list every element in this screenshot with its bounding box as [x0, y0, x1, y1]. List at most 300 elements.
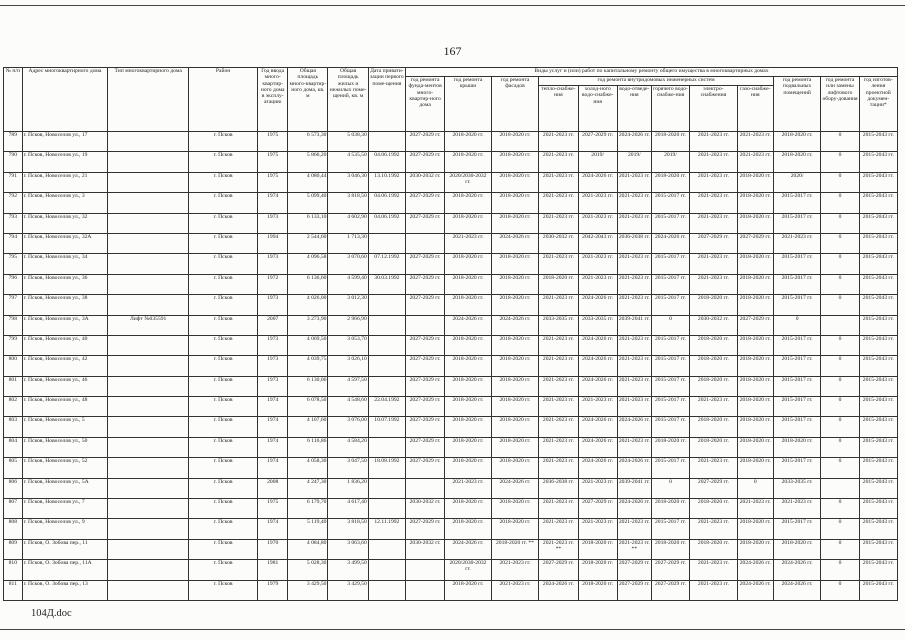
cell-address: г. Псков, Новоселов ул., 48 — [22, 397, 108, 417]
header-priv-date: Дата привати-зации первого поме-щения — [368, 68, 405, 132]
cell-foundation: 2027-2029 гг. — [405, 519, 444, 539]
cell-year: 1973 — [258, 335, 288, 355]
cell-hot-water: 2015-2017 гг. — [651, 458, 689, 478]
cell-lift: 0 — [821, 519, 859, 539]
cell-area-total: 6 133,10 — [288, 213, 328, 233]
cell-roof: 2020/2030-2032 гг. — [445, 172, 492, 192]
cell-foundation: 2030-2032 гг. — [405, 499, 444, 519]
table-row — [4, 152, 898, 172]
cell-address: г. Псков, Новоселов ул., 21 — [22, 172, 108, 192]
table-row — [4, 315, 898, 335]
cell-lift: 0 — [821, 539, 859, 559]
cell-type: Лифт №035591 — [108, 315, 189, 335]
cell-type — [108, 152, 189, 172]
cell-n: 810 — [4, 560, 23, 580]
cell-district: г. Псков — [188, 397, 257, 417]
cell-gas: 2018-2020 гг. — [737, 437, 773, 457]
cell-roof: 2018-2020 гг. — [445, 193, 492, 213]
cell-gas: 2024-2026 гг. — [737, 560, 773, 580]
cell-roof: 2018-2020 гг. — [445, 274, 492, 294]
cell-address: г. Псков, Новоселов ул., 3А — [22, 315, 108, 335]
cell-area-res: 4 535,50 — [328, 152, 368, 172]
cell-basement: 2024-2026 гг. — [773, 560, 821, 580]
cell-type — [108, 499, 189, 519]
cell-basement: 2015-2017 гг. — [773, 335, 821, 355]
cell-cold-water: 2021-2023 гг. — [578, 397, 617, 417]
table-row — [4, 172, 898, 192]
cell-facade: 2024-2026 гг. — [491, 315, 539, 335]
header-foundation: год ремонта фунда-ментов много-квартир-ного дома — [405, 77, 444, 132]
cell-area-res: 3 070,60 — [328, 254, 368, 274]
cell-priv-date: 22.04.1992 — [368, 397, 405, 417]
cell-project: 2015-2043 гг. — [859, 539, 897, 559]
cell-basement: 2015-2017 гг. — [773, 295, 821, 315]
cell-address: г. Псков, Новоселов ул., 19 — [22, 152, 108, 172]
cell-facade: 2021-2023 гг. — [491, 580, 539, 600]
cell-type — [108, 417, 189, 437]
cell-area-total: 5 119,40 — [288, 519, 328, 539]
cell-area-total: 4 107,60 — [288, 417, 328, 437]
cell-basement: 2018-2020 гг. — [773, 132, 821, 152]
cell-area-res: 2 966,90 — [328, 315, 368, 335]
cell-lift: 0 — [821, 172, 859, 192]
cell-hot-water: 2015-2017 гг. — [651, 254, 689, 274]
cell-project: 2015-2043 гг. — [859, 295, 897, 315]
cell-project: 2015-2043 гг. — [859, 335, 897, 355]
cell-heat: 2021-2023 гг. — [539, 335, 578, 355]
cell-type — [108, 335, 189, 355]
cell-hot-water: 2015-2017 гг. — [651, 376, 689, 396]
cell-project: 2015-2043 гг. — [859, 458, 897, 478]
cell-cold-water: 2042-2043 гг. — [578, 233, 617, 253]
cell-type — [108, 356, 189, 376]
cell-year: 1975 — [258, 152, 288, 172]
cell-lift: 0 — [821, 397, 859, 417]
cell-facade: 2018-2020 гг. — [491, 356, 539, 376]
cell-gas: 0 — [737, 478, 773, 498]
cell-heat: 2021-2023 гг. — [539, 519, 578, 539]
cell-area-res: 3 012,30 — [328, 295, 368, 315]
cell-project: 2015-2043 гг. — [859, 172, 897, 192]
cell-area-res: 3 026,10 — [328, 356, 368, 376]
cell-lift — [821, 315, 859, 335]
cell-address: г. Псков, Новоселов ул., 42 — [22, 356, 108, 376]
cell-basement: 2021-2023 гг. — [773, 233, 821, 253]
cell-address: г. Псков, Новоселов ул., 34 — [22, 254, 108, 274]
cell-basement: 2018-2020 гг. — [773, 539, 821, 559]
cell-cold-water: 2027-2029 гг. — [578, 499, 617, 519]
cell-basement: 2018-2020 гг. — [773, 437, 821, 457]
cell-foundation: 2027-2029 гг. — [405, 458, 444, 478]
table-row — [4, 356, 898, 376]
cell-heat: 2021-2023 гг. — [539, 254, 578, 274]
cell-year: 1979 — [258, 580, 288, 600]
cell-foundation — [405, 580, 444, 600]
cell-district: г. Псков — [188, 499, 257, 519]
cell-n: 793 — [4, 213, 23, 233]
cell-n: 807 — [4, 499, 23, 519]
cell-priv-date: 30.03.1992 — [368, 274, 405, 294]
cell-project: 2015-2043 гг. — [859, 560, 897, 580]
cell-electric: 2021-2023 гг. — [690, 132, 738, 152]
cell-priv-date — [368, 356, 405, 376]
header-area-res: Общая площадь жилых и нежилых поме-щений, кв. м — [328, 68, 368, 132]
cell-priv-date — [368, 295, 405, 315]
cell-address: г. Псков, Новоселов ул., 36 — [22, 274, 108, 294]
cell-priv-date: 04.06.1992 — [368, 193, 405, 213]
cell-gas: 2018-2020 гг. — [737, 172, 773, 192]
cell-lift: 0 — [821, 560, 859, 580]
cell-basement: 2015-2017 гг. — [773, 213, 821, 233]
cell-cold-water: 2021-2023 гг. — [578, 254, 617, 274]
cell-year: 1975 — [258, 499, 288, 519]
cell-foundation — [405, 560, 444, 580]
cell-district: г. Псков — [188, 519, 257, 539]
cell-district: г. Псков — [188, 580, 257, 600]
cell-priv-date — [368, 315, 405, 335]
cell-area-res: 4 597,50 — [328, 376, 368, 396]
cell-year: 1974 — [258, 397, 288, 417]
cell-drain: 2024-2026 гг. — [617, 417, 651, 437]
cell-foundation — [405, 478, 444, 498]
cell-facade: 2018-2020 гг. — [491, 254, 539, 274]
cell-roof: 2021-2023 гг. — [445, 233, 492, 253]
cell-address: г. Псков, Новоселов ул., 5 — [22, 417, 108, 437]
header-project: год изготов-ления проектной докумен-тации* — [859, 77, 897, 132]
table-header — [4, 68, 898, 132]
cell-gas: 2018-2020 гг. — [737, 458, 773, 478]
cell-area-total: 6 078,50 — [288, 397, 328, 417]
cell-address: г. Псков, Новоселов ул., 5А — [22, 478, 108, 498]
cell-roof: 2018-2020 гг. — [445, 519, 492, 539]
cell-area-res: 3 063,60 — [328, 539, 368, 559]
cell-gas: 2021-2023 гг. — [737, 499, 773, 519]
cell-district: г. Псков — [188, 233, 257, 253]
cell-area-total: 4 084,80 — [288, 539, 328, 559]
cell-priv-date — [368, 539, 405, 559]
cell-electric: 2021-2023 гг. — [690, 172, 738, 192]
cell-year: 1974 — [258, 193, 288, 213]
cell-foundation: 2027-2029 гг. — [405, 132, 444, 152]
cell-drain: 2024-2026 гг. — [617, 458, 651, 478]
header-facade: год ремонта фасадов — [491, 77, 539, 132]
cell-facade: 2018-2020 гг. — [491, 152, 539, 172]
cell-drain: 2021-2023 гг. — [617, 519, 651, 539]
cell-n: 803 — [4, 417, 23, 437]
table-row — [4, 335, 898, 355]
cell-drain: 2021-2023 гг. — [617, 397, 651, 417]
cell-n: 791 — [4, 172, 23, 192]
cell-heat: 2021-2023 гг. — [539, 193, 578, 213]
cell-address: г. Псков, Новоселов ул., 50 — [22, 437, 108, 457]
cell-district: г. Псков — [188, 193, 257, 213]
cell-electric: 2021-2023 гг. — [690, 213, 738, 233]
cell-heat: 2027-2029 гг. — [539, 560, 578, 580]
cell-n: 790 — [4, 152, 23, 172]
header-hot-water: горячего водо-снабже-ния — [651, 86, 689, 132]
cell-n: 804 — [4, 437, 23, 457]
cell-district: г. Псков — [188, 213, 257, 233]
cell-area-total: 6 573,30 — [288, 132, 328, 152]
table-row — [4, 295, 898, 315]
table-row — [4, 560, 898, 580]
cell-lift: 0 — [821, 417, 859, 437]
page-bottom-edge — [0, 629, 905, 630]
cell-project: 2015-2043 гг. — [859, 437, 897, 457]
cell-heat: 2021-2023 гг. — [539, 499, 578, 519]
table-row — [4, 499, 898, 519]
cell-drain: 2019/ — [617, 152, 651, 172]
cell-foundation: 2027-2029 гг. — [405, 397, 444, 417]
cell-project: 2015-2043 гг. — [859, 499, 897, 519]
cell-basement: 2024-2026 гг. — [773, 580, 821, 600]
cell-type — [108, 213, 189, 233]
cell-area-total: 3 429,50 — [288, 580, 328, 600]
cell-type — [108, 458, 189, 478]
cell-facade: 2024-2026 гг. — [491, 233, 539, 253]
cell-foundation: 2027-2029 гг. — [405, 295, 444, 315]
cell-year: 1973 — [258, 376, 288, 396]
cell-heat: 2021-2023 гг. — [539, 295, 578, 315]
cell-priv-date: 07.12.1992 — [368, 254, 405, 274]
cell-priv-date — [368, 499, 405, 519]
cell-facade: 2021-2023 гг. — [491, 560, 539, 580]
cell-area-res: 4 599,40 — [328, 274, 368, 294]
cell-priv-date — [368, 376, 405, 396]
cell-hot-water: 2015-2017 гг. — [651, 274, 689, 294]
cell-district: г. Псков — [188, 295, 257, 315]
cell-roof: 2018-2020 гг. — [445, 152, 492, 172]
cell-drain: 2021-2023 гг. — [617, 172, 651, 192]
cell-drain: 2021-2023 гг. — [617, 254, 651, 274]
header-type: Тип многоквартирного дома — [108, 68, 189, 132]
cell-priv-date — [368, 437, 405, 457]
cell-facade: 2018-2020 гг. — [491, 132, 539, 152]
cell-heat: 2021-2023 гг. — [539, 397, 578, 417]
cell-cold-water: 2021-2023 гг. — [578, 193, 617, 213]
cell-area-total: 5 866,20 — [288, 152, 328, 172]
cell-cold-water: 2024-2026 гг. — [578, 356, 617, 376]
cell-n: 789 — [4, 132, 23, 152]
cell-drain: 2024-2026 гг. — [617, 499, 651, 519]
header-area-total: Общая площадь много-квартир-ного дома, кв. м — [288, 68, 328, 132]
cell-facade: 2018-2020 гг. — [491, 437, 539, 457]
cell-area-total: 4 080,44 — [288, 172, 328, 192]
cell-gas: 2018-2020 гг. — [737, 295, 773, 315]
cell-area-res: 3 047,50 — [328, 458, 368, 478]
cell-hot-water: 2018-2020 гг. — [651, 132, 689, 152]
cell-gas: 2021-2023 гг. — [737, 152, 773, 172]
cell-area-res: 1 713,30 — [328, 233, 368, 253]
header-works-group: Виды услуг и (или) работ по капитальному ремонту общего имущества в многоквартирных домах — [405, 68, 897, 77]
cell-n: 809 — [4, 539, 23, 559]
cell-electric: 2027-2029 гг. — [690, 478, 738, 498]
cell-facade: 2018-2020 гг. — [491, 172, 539, 192]
cell-cold-water: 2027-2029 гг. — [578, 132, 617, 152]
cell-lift: 0 — [821, 356, 859, 376]
cell-electric: 2018-2020 гг. — [690, 335, 738, 355]
cell-district: г. Псков — [188, 172, 257, 192]
cell-project: 2015-2043 гг. — [859, 152, 897, 172]
cell-area-total: 4 039,75 — [288, 356, 328, 376]
cell-drain: 2021-2023 гг. — [617, 193, 651, 213]
cell-area-total: 4 026,00 — [288, 295, 328, 315]
footer-filename: 104Д.doc — [31, 608, 72, 619]
cell-roof: 2018-2020 гг. — [445, 295, 492, 315]
cell-lift: 0 — [821, 254, 859, 274]
table-row — [4, 193, 898, 213]
cell-roof: 2018-2020 гг. — [445, 356, 492, 376]
cell-hot-water: 2015-2017 гг. — [651, 295, 689, 315]
cell-gas: 2018-2020 гг. — [737, 376, 773, 396]
cell-hot-water: 2015-2017 гг. — [651, 335, 689, 355]
cell-basement: 2015-2017 гг. — [773, 397, 821, 417]
cell-project: 2015-2043 гг. — [859, 519, 897, 539]
page-top-edge — [0, 5, 905, 6]
cell-district: г. Псков — [188, 437, 257, 457]
header-n: № п/п — [4, 68, 23, 132]
cell-gas: 2018-2020 гг. — [737, 417, 773, 437]
cell-facade: 2018-2020 гг. — [491, 335, 539, 355]
cell-type — [108, 437, 189, 457]
table-row — [4, 580, 898, 600]
page-number: 167 — [443, 44, 462, 58]
cell-n: 797 — [4, 295, 23, 315]
cell-electric: 2021-2023 гг. — [690, 458, 738, 478]
cell-foundation: 2027-2029 гг. — [405, 335, 444, 355]
cell-address: г. Псков, Новоселов ул., 32А — [22, 233, 108, 253]
header-roof: год ремонта крыши — [445, 77, 492, 132]
cell-foundation: 2030-2032 гг. — [405, 172, 444, 192]
cell-priv-date — [368, 478, 405, 498]
cell-address: г. Псков, Новоселов ул., 46 — [22, 376, 108, 396]
cell-facade: 2018-2020 гг. — [491, 295, 539, 315]
cell-roof: 2018-2020 гг. — [445, 458, 492, 478]
cell-basement: 2020/ — [773, 172, 821, 192]
cell-address: г. Псков, Новоселов ул., 38 — [22, 295, 108, 315]
cell-foundation: 2030-2032 гг. — [405, 539, 444, 559]
cell-basement: 2015-2017 гг. — [773, 376, 821, 396]
capital-repair-table — [3, 67, 898, 601]
cell-area-res: 3 818,50 — [328, 519, 368, 539]
cell-drain: 2039-2041 гг. — [617, 315, 651, 335]
cell-year: 1973 — [258, 295, 288, 315]
cell-heat: 2036-2038 гг. — [539, 478, 578, 498]
cell-year: 1974 — [258, 458, 288, 478]
cell-electric: 2021-2023 гг. — [690, 560, 738, 580]
cell-district: г. Псков — [188, 152, 257, 172]
cell-roof: 2018-2020 гг. — [445, 213, 492, 233]
cell-area-total: 2 544,60 — [288, 233, 328, 253]
cell-priv-date: 10.07.1992 — [368, 417, 405, 437]
cell-gas: 2018-2020 гг. — [737, 356, 773, 376]
cell-roof: 2024-2026 гг. — [445, 315, 492, 335]
cell-gas: 2018-2020 гг. — [737, 397, 773, 417]
cell-area-res: 5 038,30 — [328, 132, 368, 152]
table-body — [4, 132, 898, 601]
cell-drain: 2021-2023 гг. — [617, 213, 651, 233]
cell-facade: 2018-2020 гг. — [491, 397, 539, 417]
cell-year: 1975 — [258, 172, 288, 192]
cell-priv-date: 13.10.1992 — [368, 172, 405, 192]
cell-lift: 0 — [821, 132, 859, 152]
cell-heat: 2021-2023 гг. — [539, 376, 578, 396]
cell-roof: 2024-2026 гг. — [445, 539, 492, 559]
cell-lift: 0 — [821, 499, 859, 519]
cell-electric: 2021-2023 гг. — [690, 152, 738, 172]
cell-district: г. Псков — [188, 376, 257, 396]
cell-roof: 2018-2020 гг. — [445, 580, 492, 600]
cell-address: г. Псков, Новоселов ул., 9 — [22, 519, 108, 539]
cell-area-res: 3 429,50 — [328, 580, 368, 600]
cell-facade: 2018-2020 гг. — [491, 376, 539, 396]
cell-area-total: 4 069,50 — [288, 335, 328, 355]
header-lift: год ремонта или замены лифтового обору-дования — [821, 77, 859, 132]
cell-heat: 2021-2023 гг. — [539, 356, 578, 376]
cell-address: г. Псков, Новоселов ул., 32 — [22, 213, 108, 233]
cell-drain: 2021-2023 гг. ** — [617, 539, 651, 559]
cell-cold-water: 2018-2020 гг. — [578, 560, 617, 580]
cell-hot-water: 2015-2017 гг. — [651, 417, 689, 437]
cell-address: г. Псков, Новоселов ул., 3 — [22, 193, 108, 213]
cell-cold-water: 2018-2020 гг. — [578, 539, 617, 559]
cell-cold-water: 2033-2035 гг. — [578, 315, 617, 335]
cell-area-total: 6 179,70 — [288, 499, 328, 519]
cell-facade: 2024-2026 гг. — [491, 478, 539, 498]
cell-facade: 2018-2020 гг. — [491, 213, 539, 233]
cell-area-res: 1 836,20 — [328, 478, 368, 498]
cell-address: г. Псков, О. Зобова пер., 11 — [22, 539, 108, 559]
cell-type — [108, 560, 189, 580]
cell-project: 2015-2043 гг. — [859, 356, 897, 376]
cell-area-total: 5 028,30 — [288, 560, 328, 580]
cell-lift: 0 — [821, 274, 859, 294]
cell-district: г. Псков — [188, 356, 257, 376]
cell-basement: 0 — [773, 315, 821, 335]
cell-priv-date: 04.06.1992 — [368, 213, 405, 233]
cell-gas: 2024-2026 гг. — [737, 580, 773, 600]
cell-n: 795 — [4, 254, 23, 274]
cell-electric: 2021-2023 гг. — [690, 193, 738, 213]
cell-hot-water: 2018-2020 гг. — [651, 437, 689, 457]
cell-project: 2015-2043 гг. — [859, 132, 897, 152]
cell-n: 806 — [4, 478, 23, 498]
cell-project: 2015-2043 гг. — [859, 274, 897, 294]
cell-project: 2015-2043 гг. — [859, 315, 897, 335]
cell-drain: 2021-2023 гг. — [617, 335, 651, 355]
cell-lift: 0 — [821, 213, 859, 233]
cell-gas: 2018-2020 гг. — [737, 335, 773, 355]
cell-foundation — [405, 233, 444, 253]
cell-n: 792 — [4, 193, 23, 213]
cell-gas: 2018-2020 гг. — [737, 519, 773, 539]
cell-year: 1981 — [258, 560, 288, 580]
cell-lift: 0 — [821, 193, 859, 213]
cell-facade: 2018-2020 гг. — [491, 274, 539, 294]
cell-year: 1994 — [258, 233, 288, 253]
cell-gas: 2018-2020 гг. — [737, 539, 773, 559]
cell-n: 802 — [4, 397, 23, 417]
cell-district: г. Псков — [188, 539, 257, 559]
cell-area-res: 4 617,40 — [328, 499, 368, 519]
cell-foundation: 2027-2029 гг. — [405, 376, 444, 396]
table-row — [4, 458, 898, 478]
cell-facade: 2018-2020 гг. — [491, 193, 539, 213]
cell-foundation: 2027-2029 гг. — [405, 417, 444, 437]
cell-gas: 2018-2020 гг. — [737, 254, 773, 274]
header-basement: год ремонта подвальных помещений — [773, 77, 821, 132]
header-electric: электро-снабжения — [690, 86, 738, 132]
